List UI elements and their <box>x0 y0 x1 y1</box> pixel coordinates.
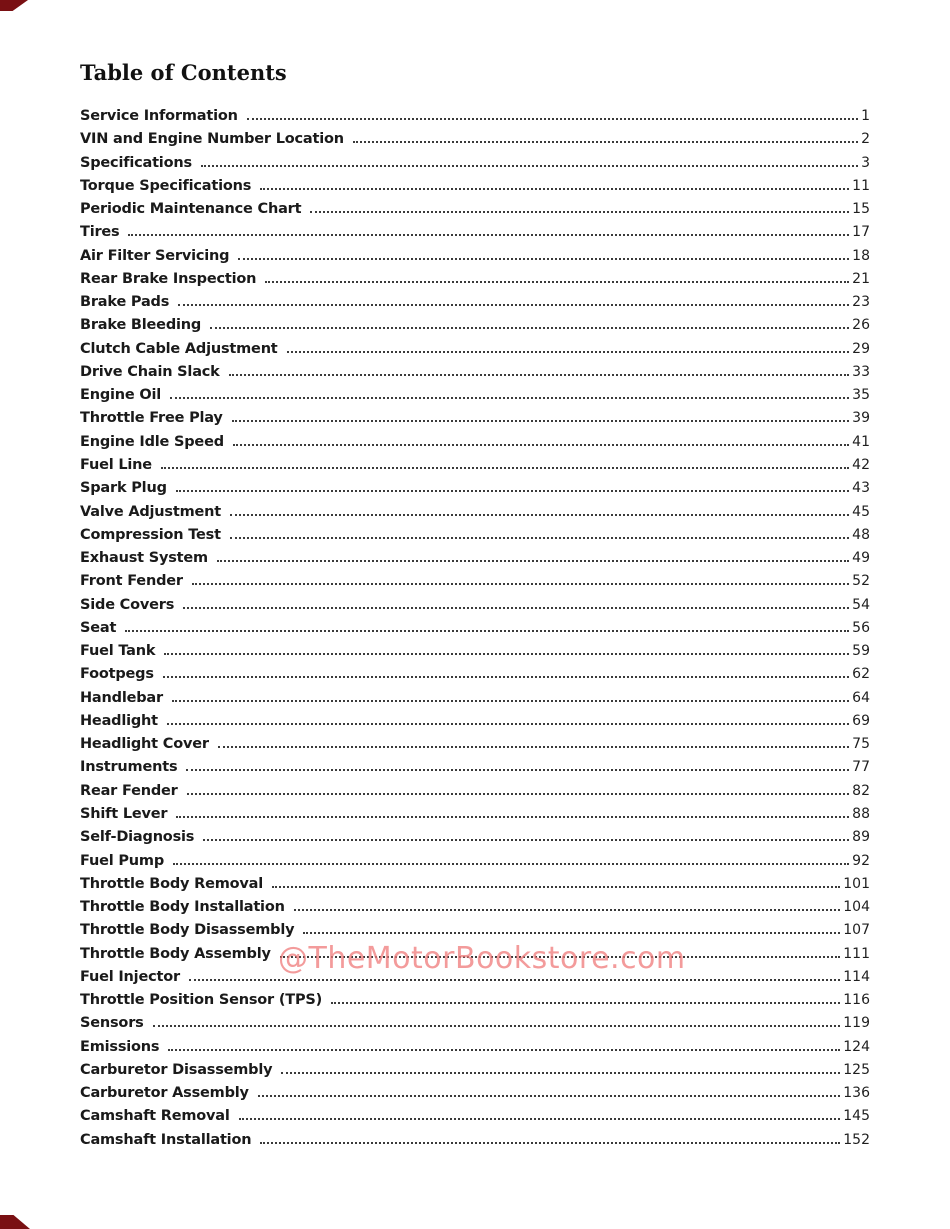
toc-entry <box>80 873 870 896</box>
toc-entry-label: Instruments <box>80 759 178 776</box>
toc-entry-label: Shift Lever <box>80 805 168 822</box>
toc-entry-label: VIN and Engine Number Location <box>80 131 344 148</box>
toc-entry <box>80 314 870 337</box>
toc-entry <box>80 338 870 361</box>
dot-leader <box>331 1002 840 1004</box>
toc-entry-label: Rear Brake Inspection <box>80 270 257 287</box>
toc-entry-page-number: 136 <box>843 1085 870 1102</box>
toc-entry <box>80 594 870 617</box>
toc-entry-page-number: 92 <box>852 852 870 869</box>
dot-leader <box>164 653 849 655</box>
toc-entry-page-number: 26 <box>852 317 870 334</box>
dot-leader <box>173 863 849 865</box>
dot-leader <box>232 420 849 422</box>
toc-entry <box>80 268 870 291</box>
toc-entry-label: Fuel Injector <box>80 968 180 985</box>
toc-entry-label: Brake Pads <box>80 294 170 311</box>
toc-entry <box>80 1129 870 1152</box>
toc-entry-label: Sensors <box>80 1015 144 1032</box>
toc-list <box>80 105 870 1152</box>
toc-entry-page-number: 39 <box>852 410 870 427</box>
dot-leader <box>353 141 858 143</box>
toc-entry-page-number: 17 <box>852 224 870 241</box>
toc-entry <box>80 780 870 803</box>
toc-entry-page-number: 114 <box>843 968 870 985</box>
dot-leader <box>187 793 850 795</box>
dot-leader <box>203 839 849 841</box>
toc-entry-page-number: 33 <box>852 363 870 380</box>
dot-leader <box>176 490 849 492</box>
toc-entry <box>80 663 870 686</box>
toc-entry-label: Compression Test <box>80 526 221 543</box>
toc-entry-page-number: 52 <box>852 573 870 590</box>
toc-entry-page-number: 49 <box>852 550 870 567</box>
toc-entry <box>80 710 870 733</box>
toc-entry-page-number: 69 <box>852 712 870 729</box>
toc-entry-page-number: 152 <box>843 1131 870 1148</box>
toc-entry-label: Exhaust System <box>80 550 208 567</box>
toc-entry <box>80 431 870 454</box>
toc-entry-label: Rear Fender <box>80 782 178 799</box>
toc-entry-page-number: 48 <box>852 526 870 543</box>
toc-entry-label: Footpegs <box>80 666 154 683</box>
toc-entry <box>80 501 870 524</box>
dot-leader <box>163 676 849 678</box>
toc-entry-label: Throttle Body Installation <box>80 899 285 916</box>
toc-entry-label: Engine Idle Speed <box>80 433 224 450</box>
toc-entry <box>80 175 870 198</box>
toc-entry <box>80 617 870 640</box>
toc-entry <box>80 966 870 989</box>
toc-entry-page-number: 101 <box>843 875 870 892</box>
toc-entry <box>80 733 870 756</box>
toc-entry-label: Throttle Body Disassembly <box>80 922 295 939</box>
toc-entry-label: Valve Adjustment <box>80 503 221 520</box>
dot-leader <box>217 560 849 562</box>
toc-entry-label: Fuel Pump <box>80 852 164 869</box>
toc-entry <box>80 1012 870 1035</box>
toc-entry-page-number: 3 <box>861 154 870 171</box>
dot-leader <box>294 909 841 911</box>
toc-entry-label: Specifications <box>80 154 192 171</box>
toc-entry-page-number: 75 <box>852 736 870 753</box>
dot-leader <box>281 1072 840 1074</box>
dot-leader <box>167 723 849 725</box>
toc-entry <box>80 989 870 1012</box>
toc-entry-label: Periodic Maintenance Chart <box>80 201 302 218</box>
dot-leader <box>189 979 840 981</box>
toc-entry-label: Air Filter Servicing <box>80 247 230 264</box>
toc-entry <box>80 291 870 314</box>
toc-entry-label: Carburetor Assembly <box>80 1085 249 1102</box>
toc-entry <box>80 198 870 221</box>
dot-leader <box>280 956 841 958</box>
toc-entry <box>80 1059 870 1082</box>
dot-leader <box>192 583 849 585</box>
toc-entry-label: Handlebar <box>80 689 163 706</box>
toc-entry-page-number: 107 <box>843 922 870 939</box>
toc-entry-page-number: 119 <box>843 1015 870 1032</box>
toc-entry-page-number: 111 <box>843 945 870 962</box>
toc-entry-page-number: 2 <box>861 131 870 148</box>
toc-entry-label: Drive Chain Slack <box>80 363 220 380</box>
toc-entry-page-number: 42 <box>852 456 870 473</box>
toc-entry <box>80 105 870 128</box>
dot-leader <box>170 397 849 399</box>
toc-entry-label: Brake Bleeding <box>80 317 202 334</box>
toc-entry-label: Front Fender <box>80 573 183 590</box>
toc-entry-label: Clutch Cable Adjustment <box>80 340 278 357</box>
toc-entry-page-number: 56 <box>852 619 870 636</box>
toc-entry-page-number: 23 <box>852 294 870 311</box>
toc-entry <box>80 803 870 826</box>
toc-entry <box>80 919 870 942</box>
toc-entry <box>80 687 870 710</box>
dot-leader <box>218 746 849 748</box>
dot-leader <box>210 327 849 329</box>
dot-leader <box>229 374 850 376</box>
toc-entry-label: Fuel Line <box>80 456 152 473</box>
toc-entry-label: Headlight Cover <box>80 736 209 753</box>
dot-leader <box>178 304 849 306</box>
toc-entry <box>80 850 870 873</box>
dot-leader <box>183 607 849 609</box>
toc-entry <box>80 1082 870 1105</box>
toc-entry <box>80 245 870 268</box>
toc-entry-page-number: 54 <box>852 596 870 613</box>
dot-leader <box>265 281 849 283</box>
dot-leader <box>161 467 849 469</box>
toc-entry-label: Throttle Body Assembly <box>80 945 271 962</box>
toc-entry <box>80 407 870 430</box>
page-corner-mark-bottom-left <box>0 1215 30 1229</box>
toc-entry-label: Tires <box>80 224 120 241</box>
toc-entry <box>80 221 870 244</box>
toc-entry <box>80 384 870 407</box>
toc-entry-page-number: 64 <box>852 689 870 706</box>
toc-entry <box>80 454 870 477</box>
toc-entry-label: Headlight <box>80 712 158 729</box>
dot-leader <box>186 769 849 771</box>
toc-entry-page-number: 15 <box>852 201 870 218</box>
dot-leader <box>247 118 858 120</box>
page-title: Table of Contents <box>80 60 287 85</box>
dot-leader <box>303 932 840 934</box>
toc-entry-label: Side Covers <box>80 596 175 613</box>
toc-entry-page-number: 11 <box>852 177 870 194</box>
toc-entry <box>80 570 870 593</box>
toc-entry-label: Spark Plug <box>80 480 167 497</box>
toc-entry-label: Self-Diagnosis <box>80 829 195 846</box>
toc-entry-label: Camshaft Installation <box>80 1131 252 1148</box>
toc-entry <box>80 361 870 384</box>
toc-entry-label: Throttle Free Play <box>80 410 223 427</box>
dot-leader <box>176 816 849 818</box>
toc-entry <box>80 756 870 779</box>
dot-leader <box>230 514 849 516</box>
dot-leader <box>272 886 840 888</box>
toc-entry-page-number: 43 <box>852 480 870 497</box>
toc-entry <box>80 477 870 500</box>
dot-leader <box>168 1049 840 1051</box>
watermark-text: @TheMotorBookstore.com <box>278 941 686 976</box>
toc-entry-page-number: 45 <box>852 503 870 520</box>
dot-leader <box>233 444 849 446</box>
dot-leader <box>153 1025 841 1027</box>
toc-entry <box>80 524 870 547</box>
toc-entry-page-number: 77 <box>852 759 870 776</box>
toc-entry-label: Torque Specifications <box>80 177 252 194</box>
toc-entry-page-number: 59 <box>852 643 870 660</box>
toc-entry <box>80 1036 870 1059</box>
toc-entry-label: Camshaft Removal <box>80 1108 230 1125</box>
dot-leader <box>172 700 849 702</box>
dot-leader <box>310 211 849 213</box>
toc-entry <box>80 640 870 663</box>
dot-leader <box>260 188 849 190</box>
toc-entry-page-number: 29 <box>852 340 870 357</box>
toc-entry-page-number: 124 <box>843 1038 870 1055</box>
dot-leader <box>258 1095 840 1097</box>
toc-entry-page-number: 18 <box>852 247 870 264</box>
dot-leader <box>287 351 850 353</box>
toc-entry-page-number: 41 <box>852 433 870 450</box>
dot-leader <box>239 1118 841 1120</box>
toc-entry-page-number: 89 <box>852 829 870 846</box>
dot-leader <box>125 630 849 632</box>
toc-entry-page-number: 82 <box>852 782 870 799</box>
toc-entry <box>80 152 870 175</box>
toc-entry-page-number: 116 <box>843 992 870 1009</box>
toc-entry-label: Service Information <box>80 108 238 124</box>
toc-entry-page-number: 62 <box>852 666 870 683</box>
toc-entry <box>80 943 870 966</box>
toc-entry-label: Throttle Body Removal <box>80 875 264 892</box>
dot-leader <box>238 258 849 260</box>
toc-entry-page-number: 125 <box>843 1061 870 1078</box>
dot-leader <box>128 234 849 236</box>
toc-entry-page-number: 145 <box>843 1108 870 1125</box>
toc-entry-page-number: 104 <box>843 899 870 916</box>
toc-entry-label: Fuel Tank <box>80 643 156 660</box>
dot-leader <box>260 1142 840 1144</box>
toc-entry <box>80 547 870 570</box>
toc-entry-page-number: 21 <box>852 270 870 287</box>
toc-entry <box>80 896 870 919</box>
toc-entry-label: Seat <box>80 619 117 636</box>
dot-leader <box>201 165 858 167</box>
toc-entry-label: Engine Oil <box>80 387 162 404</box>
toc-entry-page-number: 35 <box>852 387 870 404</box>
toc-entry <box>80 1105 870 1128</box>
toc-entry-label: Throttle Position Sensor (TPS) <box>80 992 323 1009</box>
toc-entry-label: Emissions <box>80 1038 160 1055</box>
toc-entry-page-number: 1 <box>861 108 870 124</box>
toc-entry-label: Carburetor Disassembly <box>80 1061 273 1078</box>
toc-entry-page-number: 88 <box>852 805 870 822</box>
toc-entry <box>80 826 870 849</box>
dot-leader <box>230 537 849 539</box>
toc-entry <box>80 128 870 151</box>
